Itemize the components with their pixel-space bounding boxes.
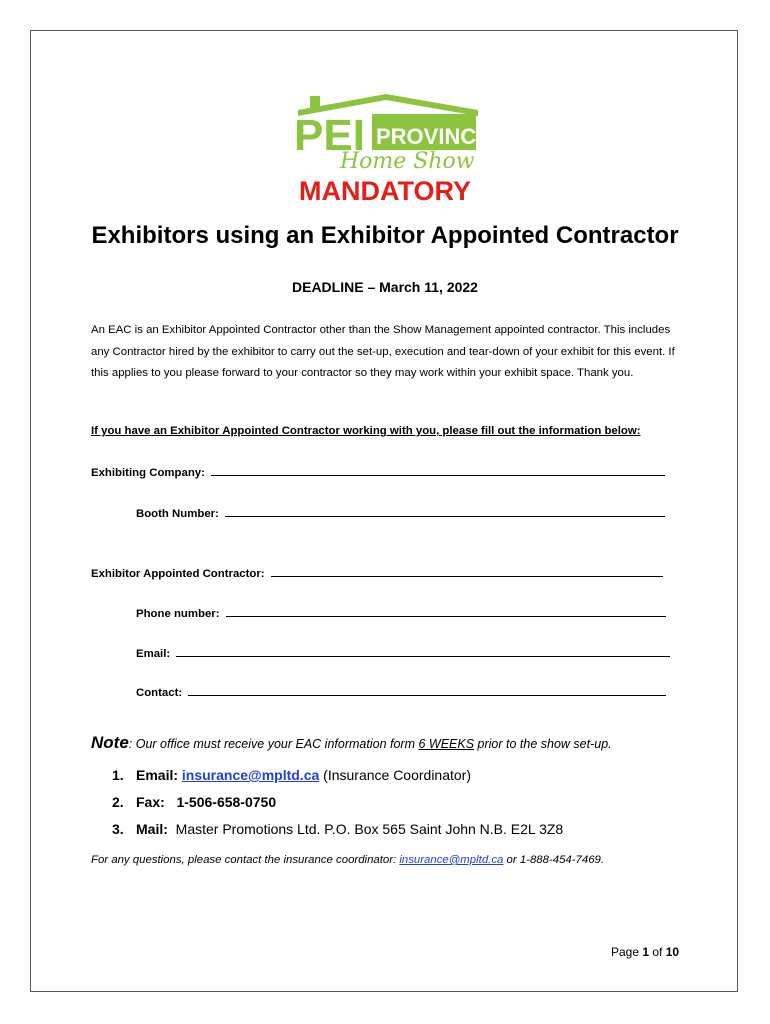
mandatory-heading: MANDATORY [299,176,471,206]
booth-number-field[interactable] [136,505,665,520]
contact-field[interactable] [136,684,666,699]
page-number: Page 1 of 10 [611,945,680,959]
exhibiting-company-field[interactable] [91,464,665,479]
intro-paragraph: An EAC is an Exhibitor Appointed Contractor other than the Show Management appointed contractor. This includes any Contractor hired by the exhibitor to carry out the set-up, execution and tear-down of your exhibit for this event. If this applies to you please forward to your contractor so they may work within your exhibit space. Thank you. [91,324,675,379]
note-label: Note [91,733,129,752]
svg-text:PEI: PEI [294,111,365,160]
footer-questions: For any questions, please contact the insurance coordinator: insurance@mpltd.ca or 1-888-454-7469. [91,854,605,866]
contact-label: Contact: [136,687,183,699]
exhibiting-company-label: Exhibiting Company: [91,467,205,479]
contractor-label: Exhibitor Appointed Contractor: [91,568,265,580]
contractor-line[interactable] [271,565,663,577]
booth-number-line[interactable] [225,505,665,517]
instruction-text: If you have an Exhibitor Appointed Contractor working with you, please fill out the information below: [91,425,641,437]
pei-provincial-home-show-logo [288,92,512,174]
note-emphasis: 6 WEEKS [418,737,475,751]
exhibiting-company-line[interactable] [211,464,665,476]
email-label: Email: [136,648,171,660]
svg-text:PROVINCIAL: PROVINCIAL [376,124,512,149]
page-title: Exhibitors using an Exhibitor Appointed Contractor [91,222,679,249]
contractor-field[interactable] [91,565,663,580]
phone-label: Phone number: [136,608,220,620]
note: Note: Our office must receive your EAC information form 6 WEEKS prior to the show set-up. [91,733,612,752]
deadline: DEADLINE – March 11, 2022 [292,279,478,295]
phone-line[interactable] [226,605,666,617]
contact-item-fax: 2. Fax: 1-506-658-0750 [112,794,277,810]
email-line[interactable] [176,645,670,657]
contact-line[interactable] [188,684,666,696]
insurance-email-link[interactable]: insurance@mpltd.ca [181,767,320,783]
contact-item-email: 1. Email: insurance@mpltd.ca (Insurance Coordinator) [112,767,472,783]
contact-item-mail: 3. Mail: Master Promotions Ltd. P.O. Box 565 Saint John N.B. E2L 3Z8 [112,821,564,837]
footer-email-link[interactable]: insurance@mpltd.ca [399,854,504,866]
email-field[interactable] [136,645,670,660]
phone-field[interactable] [136,605,666,620]
booth-number-label: Booth Number: [136,508,219,520]
svg-text:Home Show: Home Show [340,149,475,174]
